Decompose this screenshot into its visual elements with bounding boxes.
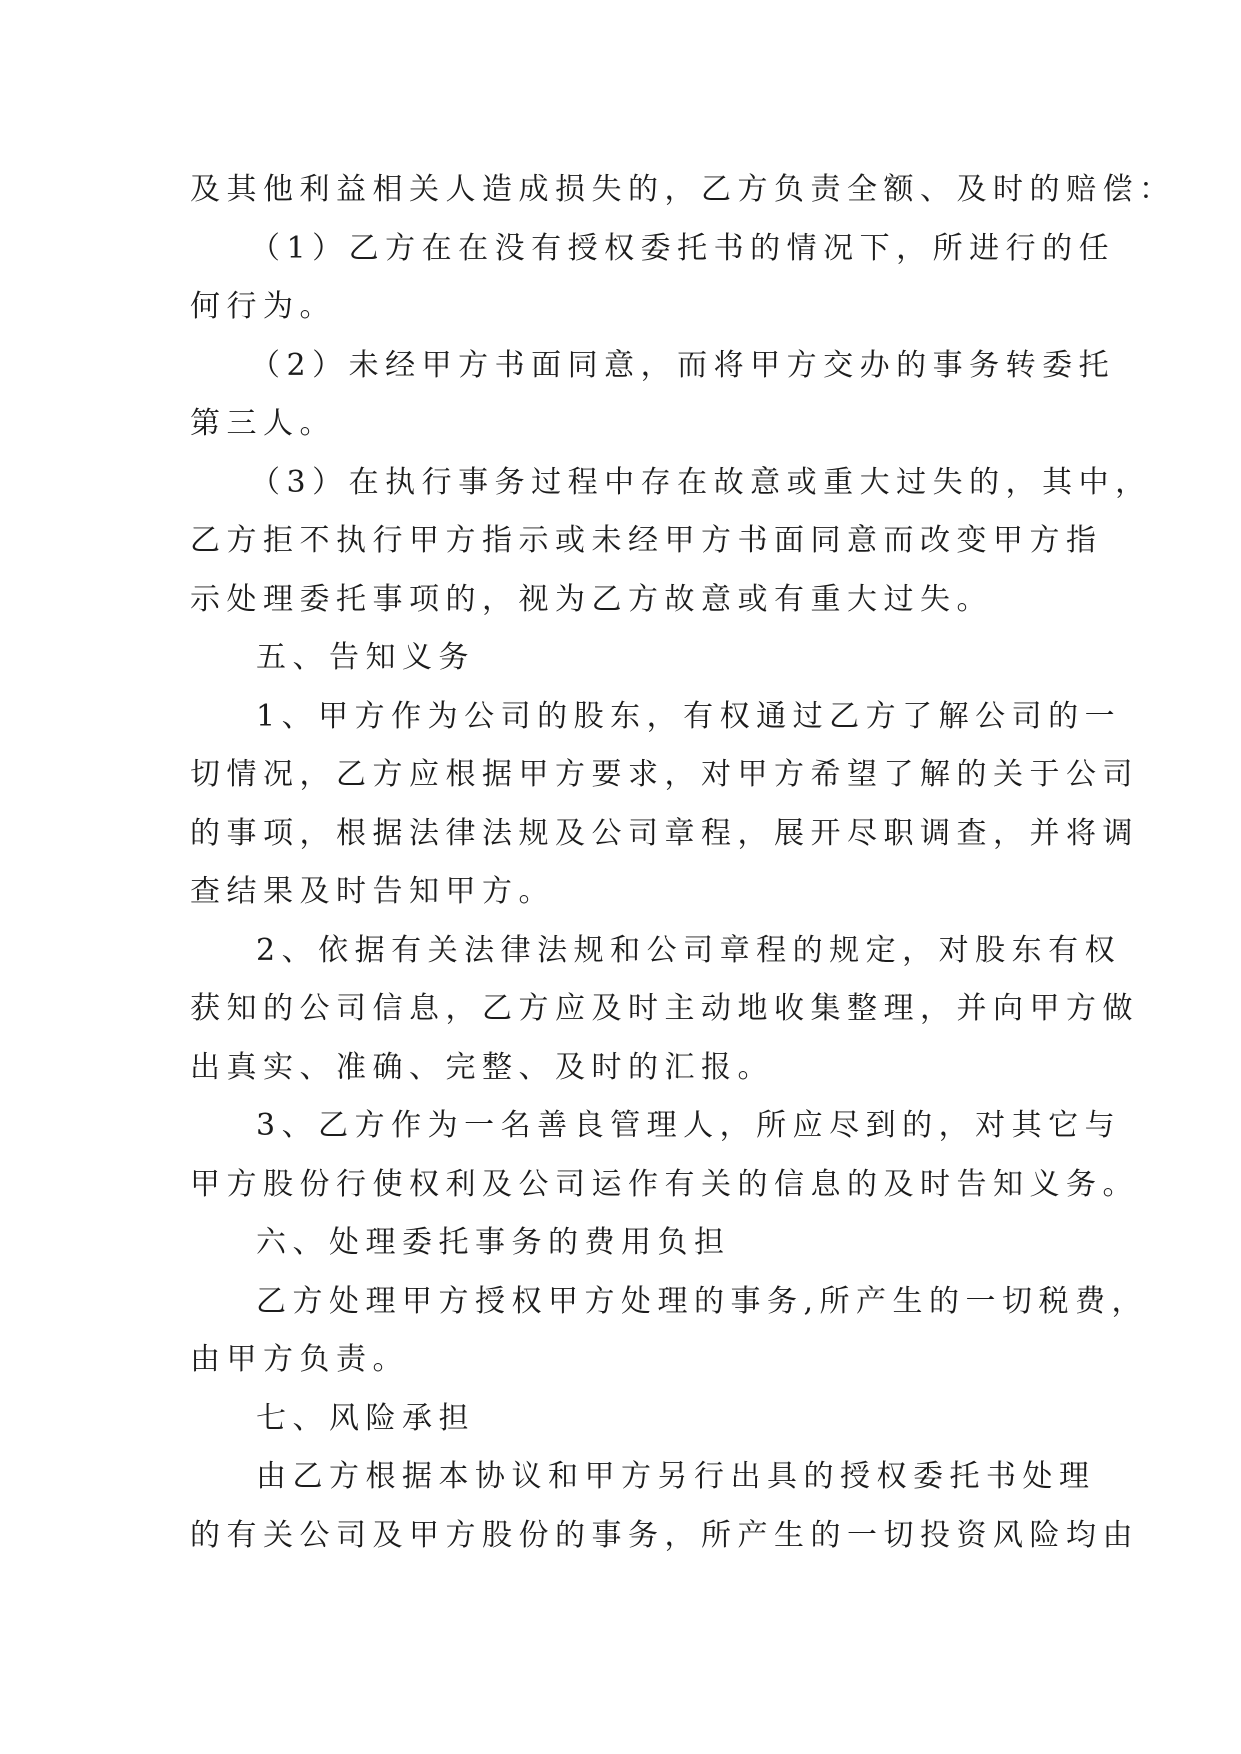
clause-1: 1、甲方作为公司的股东，有权通过乙方了解公司的一 xyxy=(256,698,1122,734)
document-body xyxy=(190,161,1176,1565)
text-line: 出真实、准确、完整、及时的汇报。 xyxy=(190,1049,774,1085)
text-line: 甲方股份行使权利及公司运作有关的信息的及时告知义务。 xyxy=(190,1166,1139,1202)
text-line: 的有关公司及甲方股份的事务，所产生的一切投资风险均由 xyxy=(190,1517,1139,1553)
list-item-2: （2）未经甲方书面同意，而将甲方交办的事务转委托 xyxy=(250,347,1116,383)
text-line: 切情况，乙方应根据甲方要求，对甲方希望了解的关于公司 xyxy=(190,757,1139,792)
section-heading-5: 五、告知义务 xyxy=(256,640,475,675)
clause-3: 3、乙方作为一名善良管理人，所应尽到的，对其它与 xyxy=(256,1108,1122,1143)
text-line: 获知的公司信息，乙方应及时主动地收集整理，并向甲方做 xyxy=(190,991,1139,1026)
text-line: 查结果及时告知甲方。 xyxy=(190,874,555,909)
text-line: 第三人。 xyxy=(190,406,336,441)
text-line: 及其他利益相关人造成损失的，乙方负责全额、及时的赔偿： xyxy=(190,172,1176,207)
text-line: 乙方拒不执行甲方指示或未经甲方书面同意而改变甲方指 xyxy=(190,523,1103,558)
clause-2: 2、依据有关法律法规和公司章程的规定，对股东有权 xyxy=(256,932,1122,968)
text-line: 何行为。 xyxy=(190,289,336,324)
text-line: 示处理委托事项的，视为乙方故意或有重大过失。 xyxy=(190,581,993,617)
text-line: 由甲方负责。 xyxy=(190,1342,409,1377)
section-heading-6: 六、处理委托事务的费用负担 xyxy=(256,1225,731,1260)
paragraph-line: 由乙方根据本协议和甲方另行出具的授权委托书处理 xyxy=(256,1459,1096,1494)
paragraph-line: 乙方处理甲方授权甲方处理的事务,所产生的一切税费， xyxy=(256,1283,1149,1319)
list-item-3: （3）在执行事务过程中存在故意或重大过失的，其中， xyxy=(250,464,1152,500)
text-line: 的事项，根据法律法规及公司章程，展开尽职调查，并将调 xyxy=(190,815,1139,851)
list-item-1: （1）乙方在在没有授权委托书的情况下，所进行的任 xyxy=(250,230,1116,266)
section-heading-7: 七、风险承担 xyxy=(256,1400,475,1436)
